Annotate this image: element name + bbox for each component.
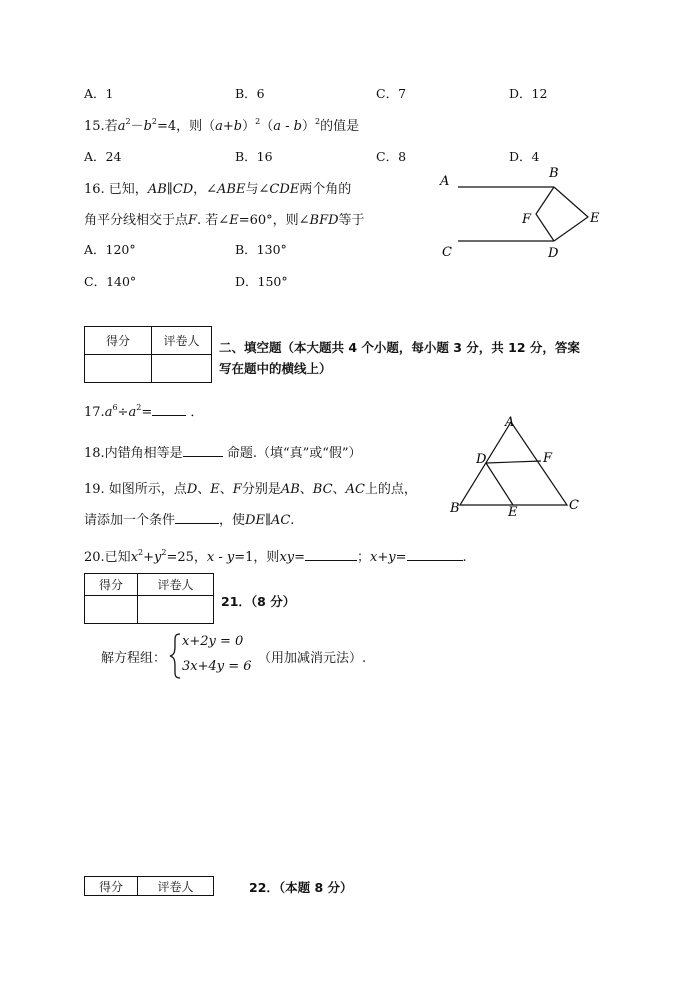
label-b: B [549, 166, 559, 181]
q21-equation-2: 3x+4y = 6 [182, 659, 252, 674]
q18-question: 18.内错角相等是 命题.（填“真”或“假”） [84, 446, 362, 461]
section2-score-table [84, 326, 212, 383]
segment-df [486, 461, 541, 463]
section2-title-line2: 写在题中的横线上） [219, 361, 332, 376]
section2-title-line1: 二、填空题（本大题共 4 个小题，每小题 3 分，共 12 分，答案 [219, 340, 580, 355]
angle-bfd [536, 187, 554, 241]
q20-xy-blank[interactable] [305, 548, 357, 561]
grader-header: 评卷人 [152, 327, 212, 355]
q19-figure [440, 410, 590, 520]
q19-question-line1: 19. 如图所示，点D、E、F分别是AB、BC、AC上的点， [84, 482, 417, 497]
label-a: A [505, 415, 515, 430]
q15-option-d: D．4 [509, 149, 540, 164]
q22-title: 22．（本题 8 分） [249, 880, 353, 895]
angle-bed [554, 187, 588, 241]
q19-answer-blank[interactable] [175, 511, 219, 524]
q16-option-b: B．130° [235, 242, 287, 257]
grader-cell [138, 596, 214, 624]
q16-figure [430, 160, 610, 270]
q21-suffix: （用加减消元法）. [258, 651, 367, 666]
q21-title: 21．（8 分） [221, 594, 296, 609]
segment-de [486, 463, 513, 505]
score-header: 得分 [85, 327, 152, 355]
q17-question: $17.a^6\div a^2=$ ． [84, 403, 204, 420]
q20-xpy-blank[interactable] [407, 548, 463, 561]
q16-question-line2: 角平分线相交于点F. 若∠E=60°，则∠BFD等于 [84, 213, 365, 228]
score-cell [85, 355, 152, 383]
q16-option-d: D．150° [235, 274, 288, 289]
label-e: E [508, 505, 518, 520]
q22-score-table [84, 876, 214, 896]
q15-option-a: A．24 [84, 149, 122, 164]
q15-option-b: B．16 [235, 149, 273, 164]
label-d: D [476, 452, 487, 467]
q16-option-a: A．120° [84, 242, 136, 257]
q21-prefix: 解方程组： [101, 651, 167, 666]
score-header: 得分 [85, 877, 138, 896]
label-f: F [543, 451, 553, 466]
grader-header: 评卷人 [138, 574, 214, 596]
score-cell [85, 596, 138, 624]
q19-question-line2: 请添加一个条件 ，使DE∥AC. [84, 513, 295, 528]
grader-header: 评卷人 [138, 877, 214, 896]
grader-cell [152, 355, 212, 383]
label-e: E [590, 211, 600, 226]
score-header: 得分 [85, 574, 138, 596]
q14-option-a: A．1 [84, 86, 114, 101]
q20-question: 20.已知$x^2+y^2=25$，x - y=1，则xy= ；x+y= . [84, 548, 467, 565]
label-c: C [569, 498, 579, 513]
label-c: C [442, 245, 452, 260]
q14-option-b: B．6 [235, 86, 265, 101]
label-f: F [522, 212, 532, 227]
label-b: B [450, 501, 460, 516]
q15-option-c: C．8 [376, 149, 407, 164]
q16-question-line1: 16. 已知，AB∥CD，∠ABE与∠CDE两个角的 [84, 182, 352, 197]
q18-answer-blank[interactable] [183, 444, 223, 457]
label-d: D [548, 246, 559, 261]
q21-score-table [84, 573, 214, 624]
q16-option-c: C．140° [84, 274, 137, 289]
q17-answer-blank[interactable] [152, 403, 186, 416]
label-a: A [440, 174, 450, 189]
q14-option-d: D．12 [509, 86, 548, 101]
brace-icon [168, 632, 182, 680]
q15-question: 15.若$a^2-b^2=4$，则$(a+b)^2(a - b)^2$的值是 [84, 117, 360, 134]
q21-equation-1: x+2y = 0 [182, 634, 244, 649]
q14-option-c: C．7 [376, 86, 407, 101]
